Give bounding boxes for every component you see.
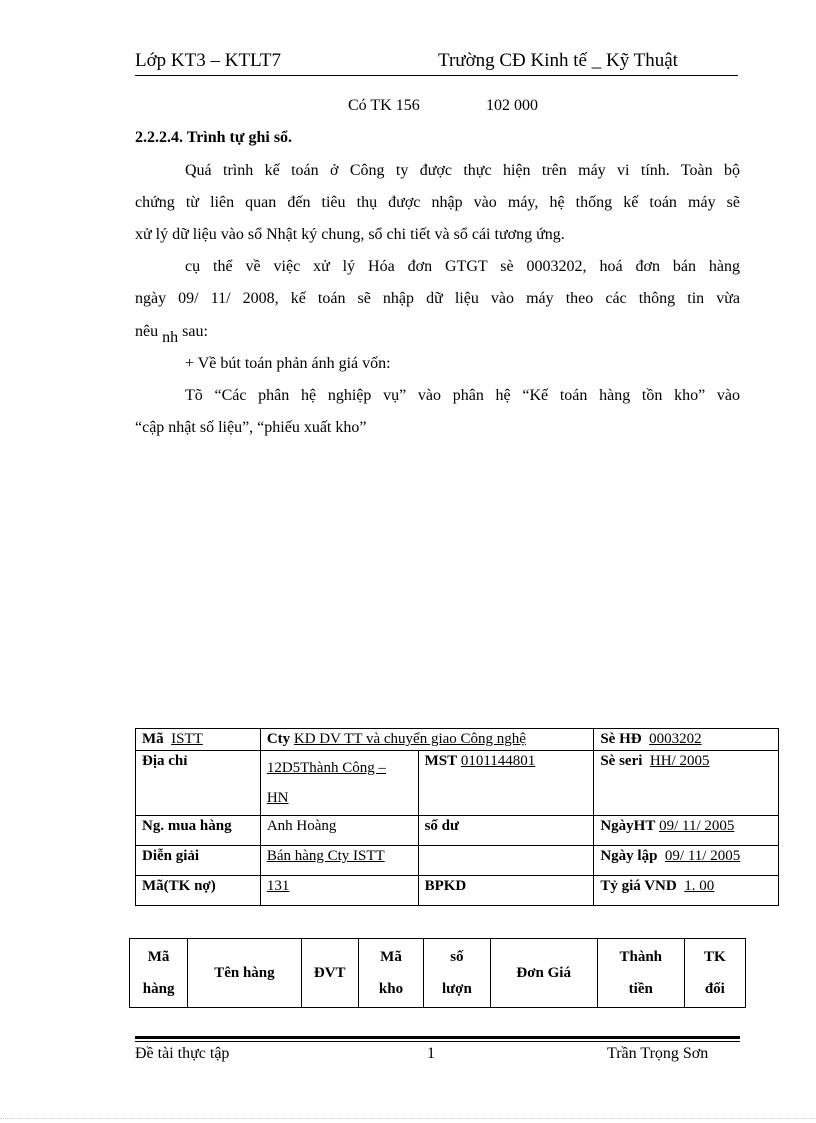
page-number: 1 — [427, 1045, 435, 1062]
nguoimua-label: Ng. mua hàng — [142, 818, 232, 834]
col-header-so-luong — [424, 939, 490, 1008]
col-header-line: tiền — [628, 981, 653, 997]
ngayht-cell — [594, 816, 779, 846]
para2-line2: ngày 09/ 11/ 2008, kế toán sẽ nhập dữ liệu vào máy theo các thông tin vừa — [135, 290, 740, 307]
col-header-line: Mã — [380, 949, 402, 965]
matkno-label: Mã(TK nợ) — [142, 878, 216, 894]
page-edge-divider — [0, 1118, 816, 1119]
col-header-line: TK — [703, 949, 726, 965]
seri-label: Sè seri — [600, 753, 643, 769]
footer-rule-thick — [135, 1036, 740, 1039]
nguoimua-cell — [136, 816, 261, 846]
para2-sub-fragment: nh — [162, 329, 179, 346]
col-header-dvt — [301, 939, 358, 1008]
para3-line: + Về bút toán phản ánh giá vốn: — [185, 355, 391, 372]
entry-amount: 102 000 — [486, 97, 538, 114]
col-header-line: Tên hàng — [214, 965, 275, 981]
diachi-value-line1: 12D5Thành Công – — [266, 760, 386, 776]
form-row-2 — [136, 751, 779, 816]
col-header-tk-doi — [684, 939, 745, 1008]
para2-line1: cụ thể về việc xử lý Hóa đơn GTGT sè 0003202, hoá đơn bán hàng — [185, 258, 740, 275]
mst-label: MST — [424, 753, 458, 769]
para4-line1: Tõ “Các phân hệ nghiệp vụ” vào phân hệ “Kế toán hàng tồn kho” vào — [185, 387, 740, 404]
diengiai-value: Bán hàng Cty ISTT — [266, 848, 385, 864]
col-header-line: lượn — [441, 981, 472, 997]
diachi-value-cell[interactable] — [260, 751, 418, 816]
items-table — [129, 938, 746, 1008]
header-rule — [135, 75, 738, 76]
form-row-1 — [136, 729, 779, 751]
col-header-line: Mã — [147, 949, 170, 965]
header-school-label: Trường CĐ Kinh tế _ Kỹ Thuật — [438, 50, 678, 71]
section-heading: 2.2.2.4. Trình tự ghi sổ. — [135, 129, 293, 146]
footer-rule-thin — [135, 1041, 740, 1042]
col-header-line: Đơn Giá — [516, 965, 571, 981]
col-header-line: đối — [704, 981, 725, 997]
ma-label: Mã — [142, 731, 164, 747]
para1-line1: Quá trình kế toán ở Công ty được thực hiện trên máy vi tính. Toàn bộ — [185, 162, 740, 179]
bpkd-cell — [418, 876, 594, 906]
matkno-cell — [136, 876, 261, 906]
sodu-label: số dư — [424, 818, 460, 834]
mst-cell — [418, 751, 594, 816]
nguoimua-value: Anh Hoàng — [266, 818, 337, 834]
footer-topic: Đề tài thực tập — [135, 1045, 230, 1062]
diachi-label: Địa chỉ — [142, 753, 188, 769]
para2-tail: sau: — [182, 323, 208, 340]
para4-line2: “cập nhật số liệu”, “phiếu xuất kho” — [135, 419, 367, 436]
header-class-label: Lớp KT3 – KTLT7 — [135, 50, 282, 71]
sohd-value[interactable]: 0003202 — [649, 731, 702, 747]
col-header-line: hàng — [142, 981, 175, 997]
para1-line3: xử lý dữ liệu vào sổ Nhật ký chung, sổ chi tiết và sổ cái tương ứng. — [135, 226, 565, 243]
invoice-form-table — [135, 728, 779, 906]
col-header-don-gia — [490, 939, 597, 1008]
cty-label: Cty — [266, 731, 291, 747]
matkno-value-cell[interactable] — [260, 876, 418, 906]
seri-cell — [594, 751, 779, 816]
footer-author: Trần Trọng Sơn — [607, 1045, 709, 1062]
cty-value[interactable]: KD DV TT và chuyển giao Công nghệ — [293, 731, 526, 747]
tygia-cell — [594, 876, 779, 906]
para2-line3 — [135, 322, 208, 346]
diengiai-cell — [136, 846, 261, 876]
ngaylap-label: Ngày lập — [600, 848, 658, 864]
col-header-line: Thành — [619, 949, 663, 965]
form-row-5 — [136, 876, 779, 906]
matkno-value: 131 — [266, 878, 290, 894]
ngaylap-value[interactable]: 09/ 11/ 2005 — [664, 848, 741, 864]
tygia-label: Tỷ giá VND — [600, 878, 677, 894]
col-header-line: kho — [378, 981, 404, 997]
sodu-cell — [418, 816, 594, 846]
para1-line2: chứng từ liên quan đến tiêu thụ được nhập vào máy, hệ thống kế toán máy sẽ — [135, 194, 740, 211]
col-header-ma-hang — [130, 939, 188, 1008]
entry-account-label: Có TK 156 — [348, 97, 420, 114]
bpkd-label: BPKD — [424, 878, 467, 894]
ngaylap-cell — [594, 846, 779, 876]
diachi-value-line2: HN — [266, 790, 289, 806]
col-header-line: ĐVT — [313, 965, 346, 981]
sohd-label: Sè HĐ — [600, 731, 642, 747]
cty-cell — [260, 729, 594, 751]
ma-cell — [136, 729, 261, 751]
empty-cell — [418, 846, 594, 876]
form-row-4 — [136, 846, 779, 876]
items-header-row — [130, 939, 746, 1008]
col-header-ten-hang — [188, 939, 301, 1008]
form-row-3 — [136, 816, 779, 846]
col-header-line: số — [450, 949, 464, 965]
tygia-value[interactable]: 1. 00 — [684, 878, 715, 894]
diachi-cell — [136, 751, 261, 816]
diengiai-label: Diễn giải — [142, 848, 200, 864]
ngayht-value[interactable]: 09/ 11/ 2005 — [659, 818, 735, 834]
mst-value[interactable]: 0101144801 — [460, 753, 536, 769]
ngayht-label: NgàyHT — [600, 818, 656, 834]
ma-value[interactable]: ISTT — [171, 731, 203, 747]
sohd-cell — [594, 729, 779, 751]
diengiai-value-cell[interactable] — [260, 846, 418, 876]
col-header-ma-kho — [358, 939, 423, 1008]
para2-last-word: nêu — [135, 323, 159, 340]
seri-value[interactable]: HH/ 2005 — [649, 753, 710, 769]
col-header-thanh-tien — [597, 939, 684, 1008]
nguoimua-value-cell[interactable] — [260, 816, 418, 846]
